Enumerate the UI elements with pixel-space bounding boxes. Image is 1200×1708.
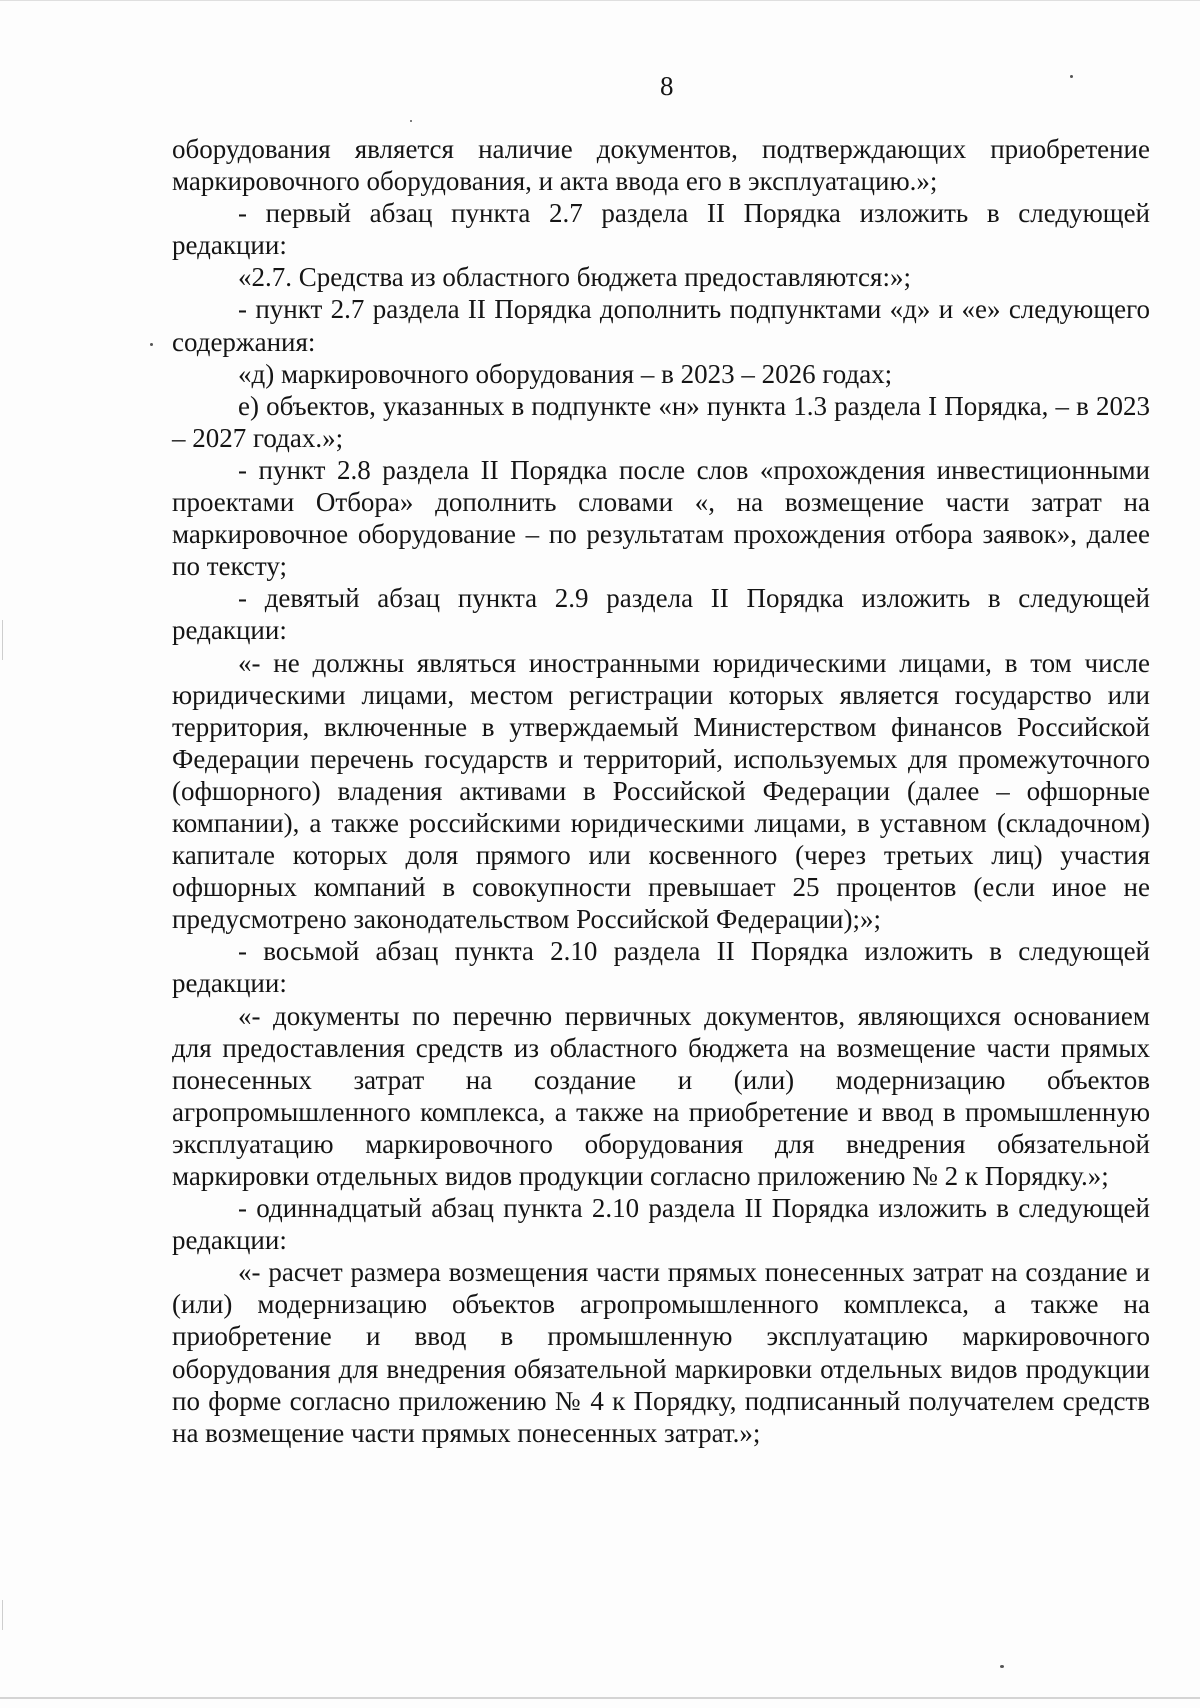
paragraph: оборудования является наличие документов, подтверждающих приобретение маркировочного оборудования, и акта ввода его в эксплуатацию.»; (172, 134, 1150, 197)
paragraph: - пункт 2.7 раздела II Порядка дополнить подпунктами «д» и «е» следующего содержания: (172, 294, 1150, 357)
paragraph: - девятый абзац пункта 2.9 раздела II Порядка изложить в следующей редакции: (172, 583, 1150, 646)
paragraph: - восьмой абзац пункта 2.10 раздела II Порядка изложить в следующей редакции: (172, 936, 1150, 999)
scan-speck (150, 343, 153, 346)
paragraph: е) объектов, указанных в подпункте «н» пункта 1.3 раздела I Порядка, – в 2023 – 2027 годах.»; (172, 390, 1150, 453)
paragraph: «д) маркировочного оборудования – в 2023 – 2026 годах; (238, 358, 893, 389)
scan-edge-line (2, 620, 3, 660)
document-body (172, 133, 1150, 1449)
paragraph: «- расчет размера возмещения части прямых понесенных затрат на создание и (или) модернизацию объектов агропромышленного комплекса, а также на приобретение и ввод в промышленную эксплуатацию маркировочного оборудования для внедрения обязательной маркировки отдельных видов продукции по форме согласно приложению № 4 к Порядку, подписанный получателем средств на возмещение части прямых понесенных затрат.»; (172, 1257, 1150, 1448)
scan-speck (410, 120, 412, 122)
scan-edge-line (0, 0, 1200, 1)
paragraph: - первый абзац пункта 2.7 раздела II Порядка изложить в следующей редакции: (172, 198, 1150, 261)
scan-edge-line (0, 1697, 1200, 1699)
scan-speck (1000, 1665, 1004, 1668)
paragraph: - пункт 2.8 раздела II Порядка после слов «прохождения инвестиционными проектами Отбора» дополнить словами «, на возмещение части затрат на маркировочное оборудование – по результатам прохождения отбора заявок», далее по тексту; (172, 454, 1150, 582)
paragraph: - одиннадцатый абзац пункта 2.10 раздела II Порядка изложить в следующей редакции: (172, 1193, 1150, 1256)
paragraph: «- не должны являться иностранными юридическими лицами, в том числе юридическими лицами, местом регистрации которых является государство или территория, включенные в утверждаемый Министерством финансов Российской Федерации перечень государств и территорий, используемых для промежуточного (офшорного) владения активами в Российской Федерации (далее – офшорные компании), а также российскими юридическими лицами, в уставном (складочном) капитале которых доля прямого или косвенного (через третьих лиц) участия офшорных компаний в совокупности превышает 25 процентов (если иное не предусмотрено законодательством Российской Федерации);»; (172, 647, 1150, 935)
scan-speck (1070, 75, 1073, 78)
page-number: 8 (660, 71, 674, 101)
paragraph: «2.7. Средства из областного бюджета предоставляются:»; (238, 262, 911, 293)
scan-edge-line (2, 1600, 3, 1630)
paragraph: «- документы по перечню первичных документов, являющихся основанием для предоставления средств из областного бюджета на возмещение части прямых понесенных затрат на создание и (или) модернизацию объектов агропромышленного комплекса, а также на приобретение и ввод в промышленную эксплуатацию маркировочного оборудования для внедрения обязательной маркировки отдельных видов продукции согласно приложению № 2 к Порядку.»; (172, 1000, 1150, 1191)
